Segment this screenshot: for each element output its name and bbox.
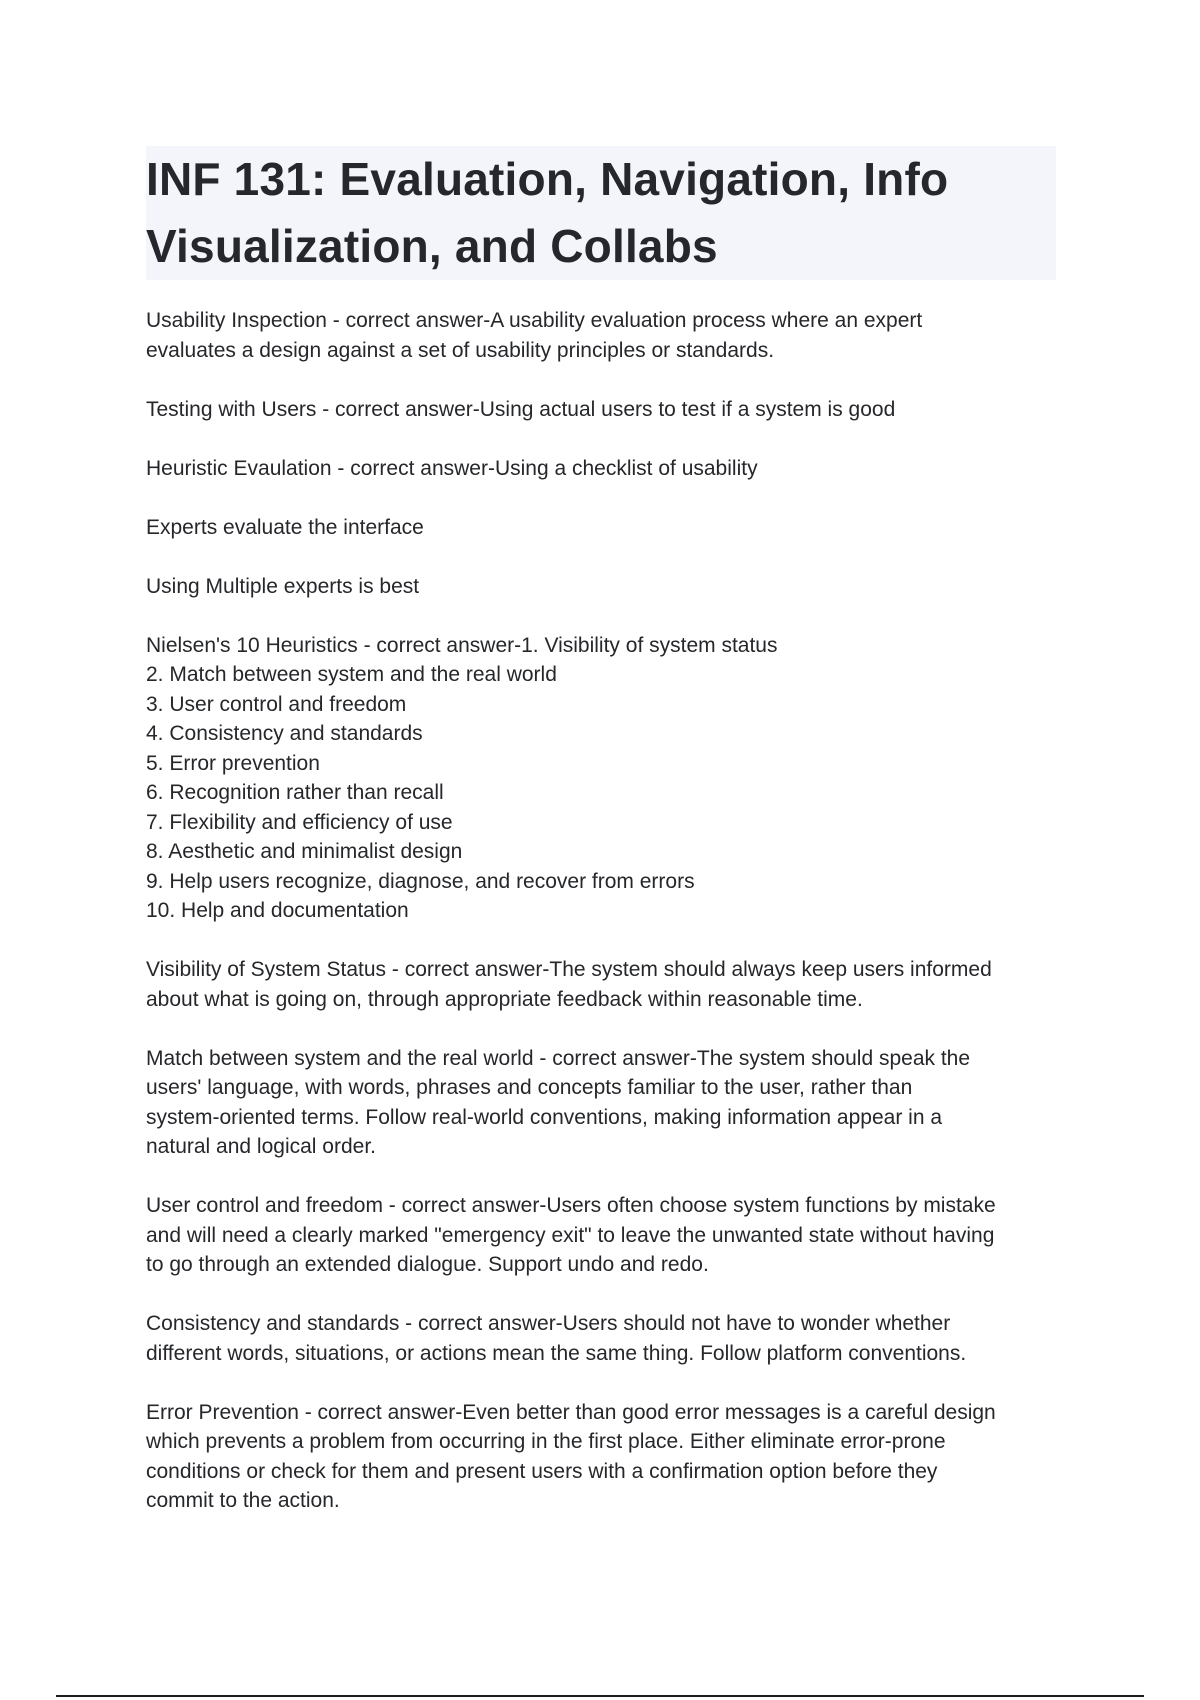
title-banner — [146, 146, 1056, 280]
paragraph-experts-evaluate: Experts evaluate the interface — [146, 515, 424, 539]
paragraph-error-prevention: Error Prevention - correct answer-Even better than good error messages is a careful design which prevents a problem from occurring in the first place. Either eliminate error-prone conditions or check for them and present users with a confirmation option before they commit to the action. — [146, 1400, 996, 1512]
paragraph-user-control-freedom: User control and freedom - correct answer-Users often choose system functions by mistake and will need a clearly marked "emergency exit" to leave the unwanted state without having to go through an extended dialogue. Support undo and redo. — [146, 1194, 996, 1276]
paragraph-testing-with-users: Testing with Users - correct answer-Using actual users to test if a system is good — [146, 397, 896, 421]
paragraph-usability-inspection: Usability Inspection - correct answer-A usability evaluation process where an expert evaluates a design against a set of usability principles or standards. — [146, 309, 923, 362]
paragraph-heuristic-evaluation: Heuristic Evaulation - correct answer-Using a checklist of usability — [146, 456, 758, 480]
paragraph-consistency-standards: Consistency and standards - correct answer-Users should not have to wonder whether different words, situations, or actions mean the same thing. Follow platform conventions. — [146, 1312, 967, 1365]
paragraph-visibility-of-system-status: Visibility of System Status - correct answer-The system should always keep users informed about what is going on, through appropriate feedback within reasonable time. — [146, 958, 992, 1011]
document-body — [146, 306, 1066, 1545]
paragraph-multiple-experts: Using Multiple experts is best — [146, 574, 420, 598]
paragraph-match-system-real-world: Match between system and the real world - correct answer-The system should speak the users' language, with words, phrases and concepts familiar to the user, rather than system-oriented terms. Follow real-world conventions, making information appear in a natural and logical order. — [146, 1046, 971, 1158]
paragraph-nielsen-heuristics-list: Nielsen's 10 Heuristics - correct answer-1. Visibility of system status 2. Match between system and the real world 3. User control and freedom 4. Consistency and standards 5. Error prevention 6. Recognition rather than recall 7. Flexibility and efficiency of use 8. Aesthetic and minimalist design 9. Help users recognize, diagnose, and recover from errors 10. Help and documentation — [146, 633, 778, 922]
page-title: INF 131: Evaluation, Navigation, Info Visualization, and Collabs — [146, 153, 949, 272]
footer-divider — [56, 1695, 1144, 1697]
